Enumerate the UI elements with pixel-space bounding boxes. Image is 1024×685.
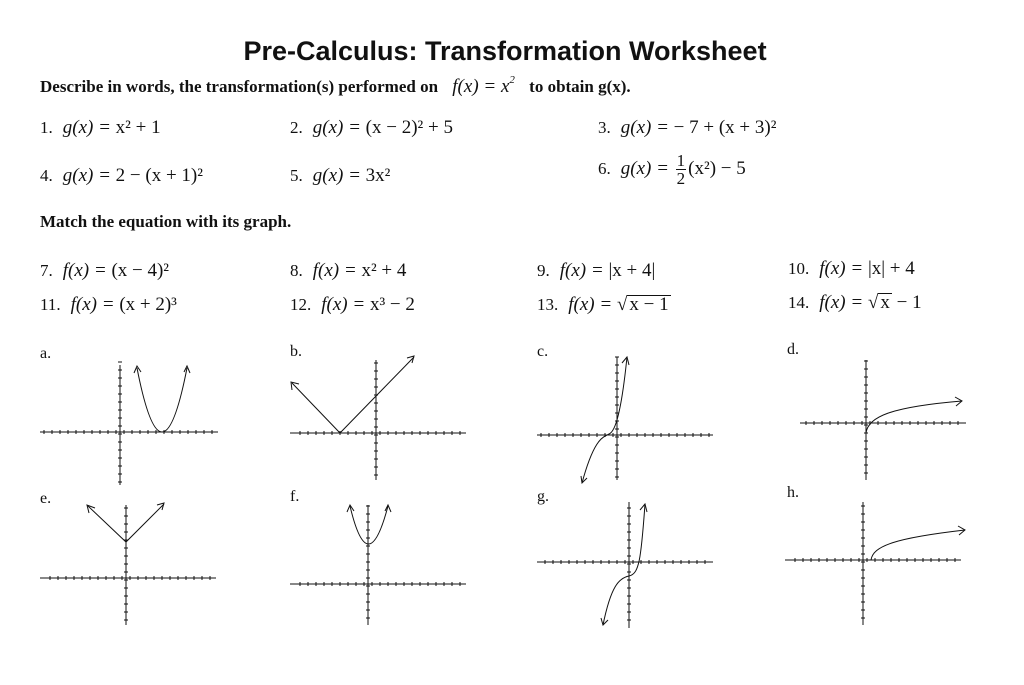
graph-label-e: e. (40, 490, 52, 507)
graph-a-curve (137, 368, 187, 432)
problem-10: 10. f(x) = |x| + 4 (788, 258, 915, 279)
problem-14: 14. f(x) = √ x − 1 (788, 292, 922, 313)
graph-f (290, 500, 470, 630)
graph-g (537, 500, 717, 630)
graph-h (785, 500, 970, 630)
graph-h-curve (871, 530, 965, 560)
graph-label-a: a. (40, 345, 52, 362)
graph-d (800, 355, 980, 485)
section2-instruction: Match the equation with its graph. (40, 212, 292, 231)
graph-g-arrowheads (601, 504, 647, 625)
page-title: Pre-Calculus: Transformation Worksheet (243, 36, 767, 66)
section1-instruction-text: Describe in words, the transformation(s) performed on (40, 77, 439, 96)
graph-label-h: h. (787, 484, 799, 501)
graph-label-d: d. (787, 341, 799, 358)
base-function: $f(x) = x^2$ (452, 74, 515, 97)
graph-a (40, 360, 220, 490)
radicand-14: x (880, 292, 890, 313)
problem-9: 9. f(x) = |x + 4| (537, 260, 656, 281)
graph-label-g: g. (537, 488, 549, 505)
graph-b-arrowheads (291, 356, 414, 390)
problem-7: 7. f(x) = (x − 4)² (40, 260, 170, 281)
fraction-one-half: $\frac{1}{2}$ (676, 151, 686, 188)
section1-instruction (40, 76, 631, 98)
problem-5: 5. g(x) = 3x² (290, 165, 391, 186)
graph-g-curve (603, 504, 645, 625)
graph-a-arrowheads (134, 366, 190, 373)
base-function-text: f(x) = x (452, 76, 510, 97)
section1-instruction-end: to obtain g(x). (529, 77, 631, 96)
problem-3: 3. g(x) = − 7 + (x + 3)² (598, 117, 777, 138)
graph-d-curve (866, 401, 962, 433)
problem-13: 13. f(x) = √ x − 1 (537, 294, 669, 315)
problem-4: 4. g(x) = 2 − (x + 1)² (40, 165, 203, 186)
problem-8: 8. f(x) = x² + 4 (290, 260, 407, 281)
graph-e (40, 500, 220, 630)
problem-1: 1. g(x) = x² + 1 (40, 117, 161, 138)
graph-c (537, 355, 717, 485)
problem-6: 6. g(x) = $\frac{1}{2}$ (x²) − 5 (598, 151, 746, 188)
problem-12: 12. f(x) = x³ − 2 (290, 294, 415, 315)
graph-label-f: f. (290, 488, 300, 505)
graph-c-curve (582, 357, 627, 483)
problem-2: 2. g(x) = (x − 2)² + 5 (290, 117, 453, 138)
problem-11: 11. f(x) = (x + 2)³ (40, 294, 177, 315)
radicand-13: x − 1 (629, 294, 669, 315)
graph-b (290, 355, 470, 485)
graph-label-c: c. (537, 343, 549, 360)
graph-b-curve (292, 357, 414, 433)
graph-label-b: b. (290, 343, 302, 360)
